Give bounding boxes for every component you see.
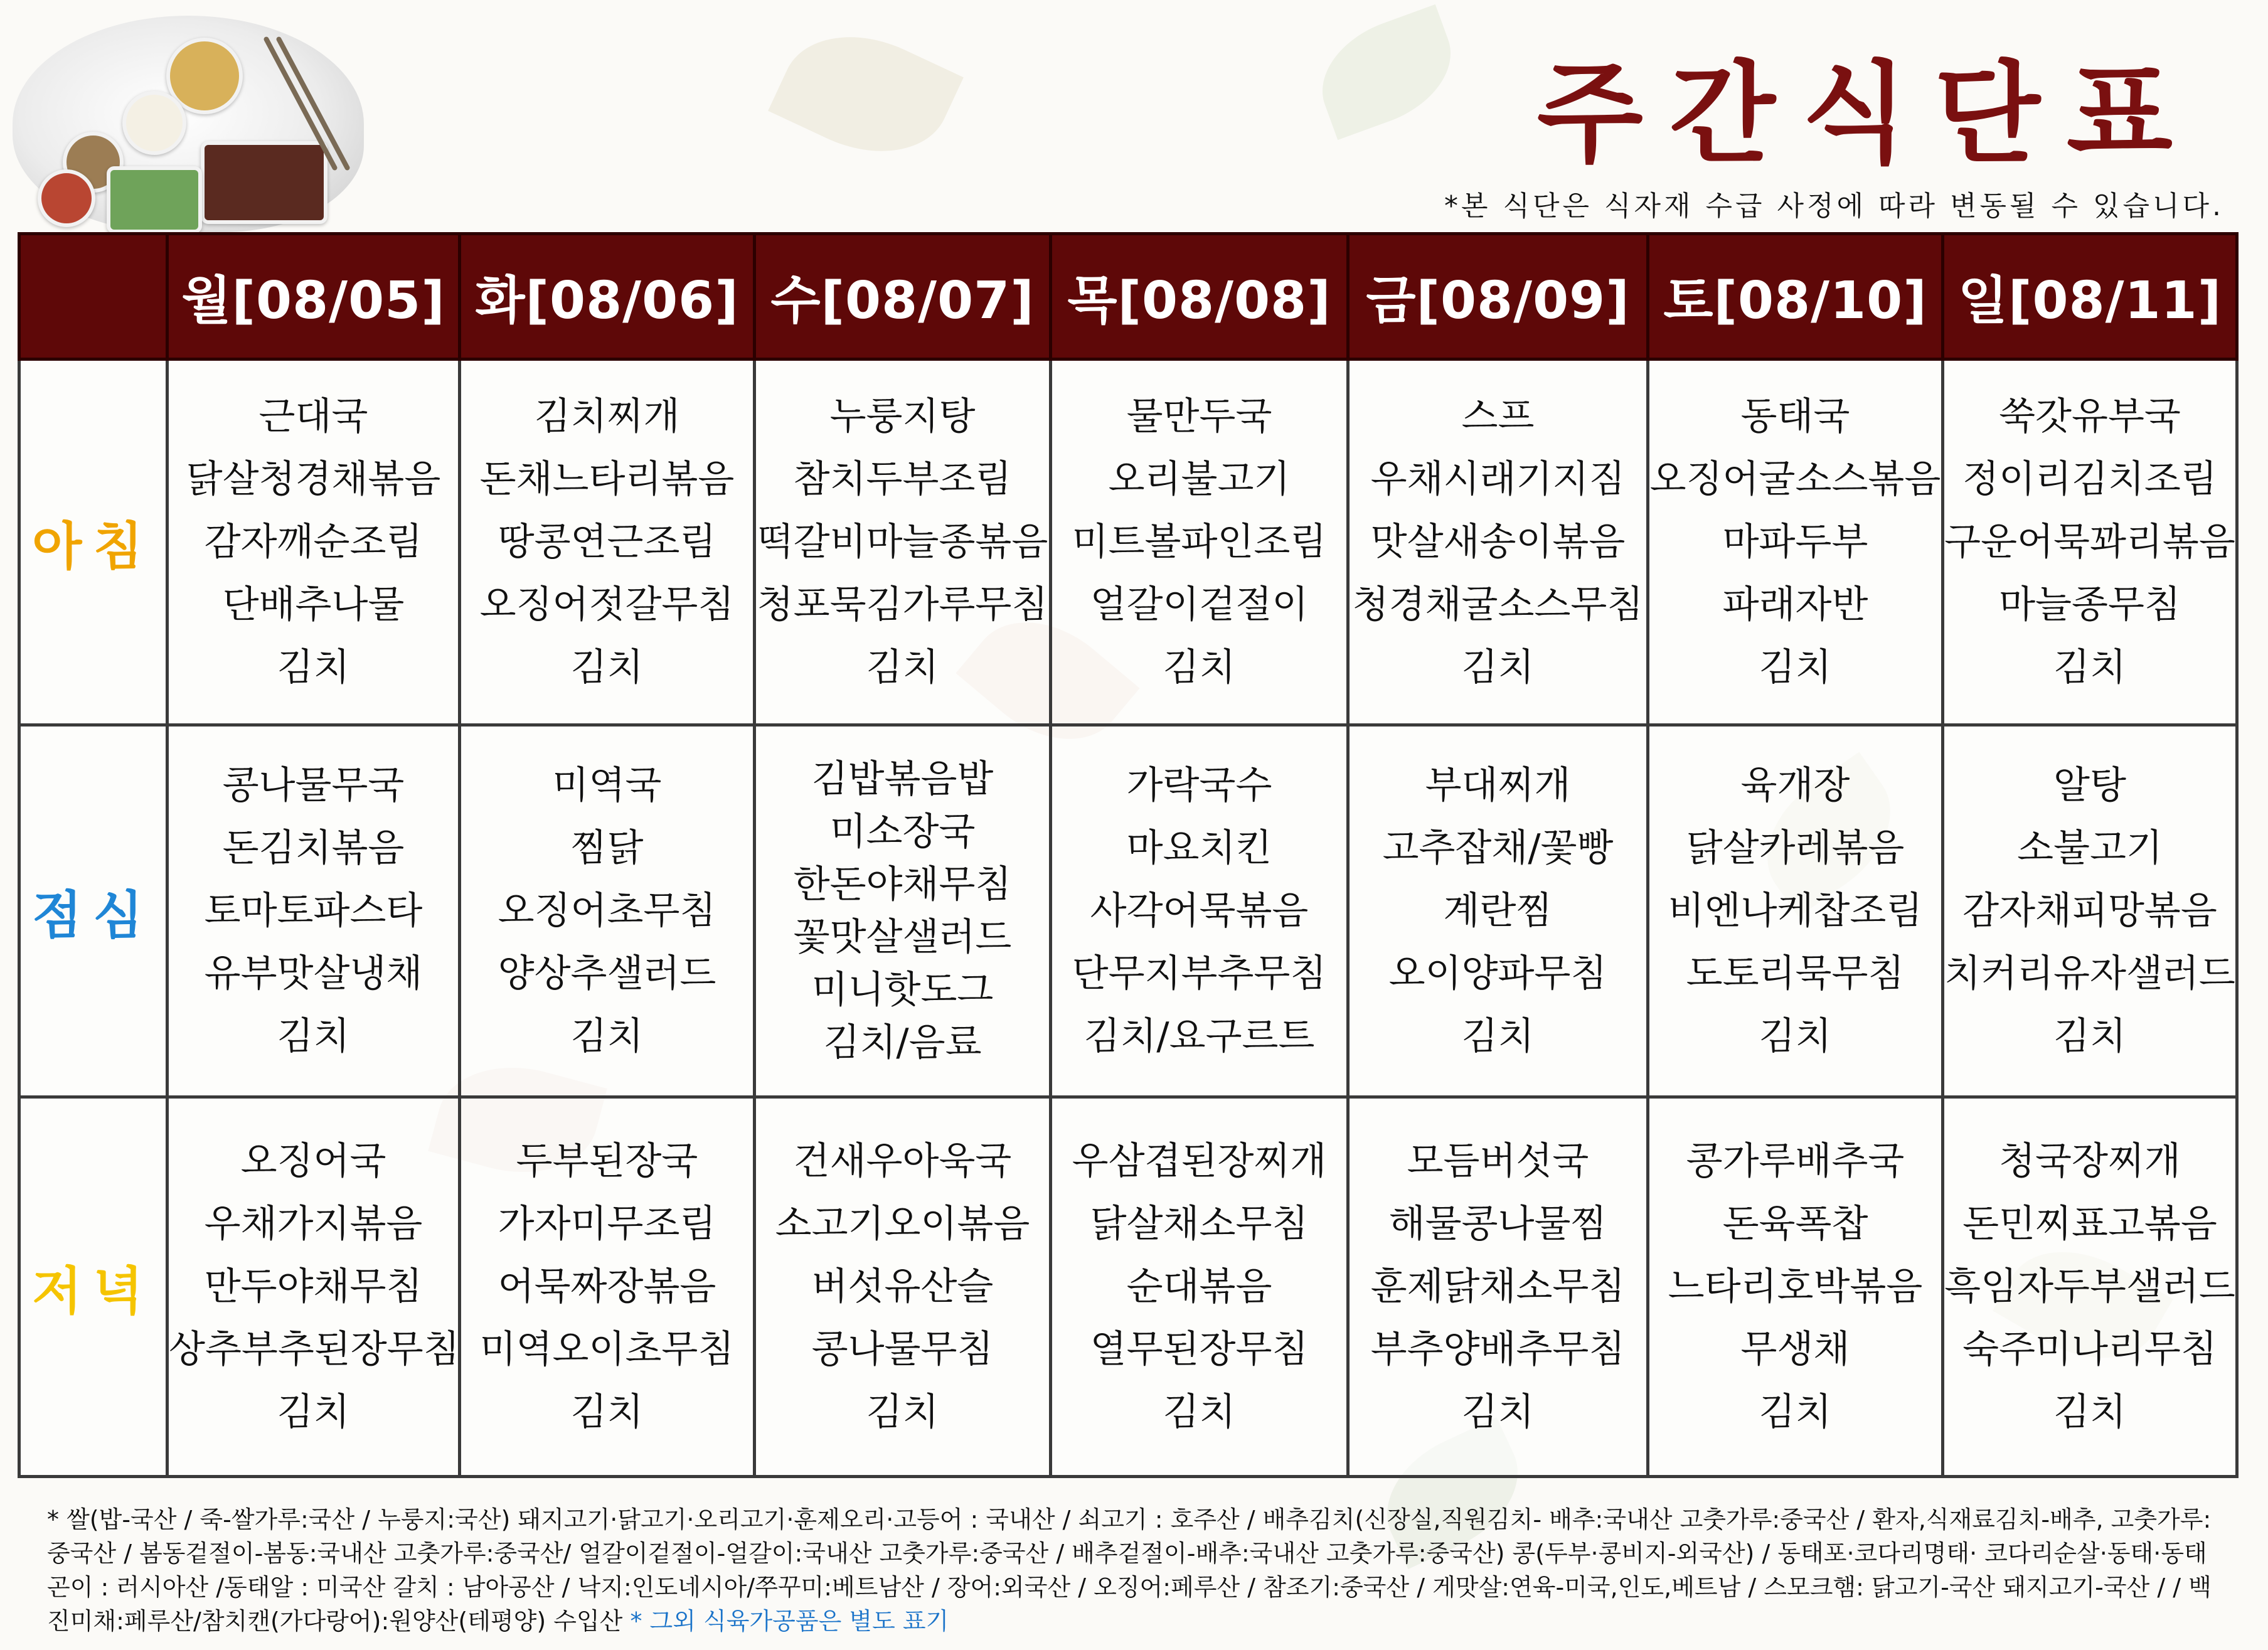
dish-item: 참치두부조림 [793,457,1012,501]
dish-item: 미니핫도그 [811,968,994,1012]
dish-item: 알탕 [2053,764,2126,807]
dish-item: 김치찌개 [534,395,680,439]
menu-cell [755,359,1051,725]
dish-item: 근대국 [258,395,368,439]
dish-item: 김치/음료 [823,1021,982,1065]
dish-item: 김치 [1759,1014,1832,1058]
dish-item: 소고기오이볶음 [775,1202,1030,1246]
menu-cell [1051,725,1348,1097]
dish-item: 청국장찌개 [1999,1139,2181,1183]
dish-list [1052,754,1346,1068]
dish-item: 김치 [570,1014,644,1058]
dish-item: 얼갈이겉절이 [1090,583,1309,627]
dish-item: 우채시래기지짐 [1370,457,1626,501]
menu-cell [1943,1097,2237,1477]
dish-item: 김치 [570,1390,644,1434]
dish-item: 돈육폭찹 [1722,1202,1868,1246]
dish-list [1649,754,1941,1068]
dish-list [756,753,1049,1069]
dish-item: 훈제닭채소무침 [1370,1265,1626,1309]
dish-item: 부대찌개 [1425,764,1571,807]
menu-cell [460,1097,755,1477]
dish-item: 건새우아욱국 [793,1139,1012,1183]
dish-item: 육개장 [1740,764,1850,807]
dish-item: 미역국 [552,764,662,807]
dish-item: 가자미무조림 [498,1202,716,1246]
dish-item: 스프 [1461,395,1535,439]
dish-item: 돈채느타리볶음 [479,457,735,501]
dish-list [1944,1130,2235,1444]
origin-footer [47,1503,2212,1638]
dish-item: 버섯유산슬 [811,1265,994,1309]
dish-item: 닭살카레볶음 [1686,826,1905,870]
dish-item: 비엔나케찹조림 [1668,889,1923,933]
dish-item: 오이양파무침 [1388,952,1607,996]
menu-cell [1648,1097,1943,1477]
dish-item: 닭살청경채볶음 [186,457,441,501]
dish-item: 돈민찌표고볶음 [1962,1202,2217,1246]
dish-item: 김치 [2053,646,2126,689]
dish-item: 계란찜 [1443,889,1553,933]
dish-item: 우채가지볶음 [204,1202,423,1246]
meal-row [19,1097,2237,1477]
dish-list [1649,1130,1941,1444]
dish-item: 김치 [277,1014,350,1058]
menu-cell [460,725,755,1097]
dish-item: 쑥갓유부국 [1999,395,2181,439]
dish-item: 오징어국 [240,1139,386,1183]
dish-item: 치커리유자샐러드 [1944,952,2235,996]
dish-item: 양상추샐러드 [498,952,716,996]
menu-cell [1051,359,1348,725]
dish-item: 토마토파스타 [204,889,423,933]
dish-item: 콩나물무국 [222,764,405,807]
dish-item: 물만두국 [1126,395,1272,439]
food-photo [13,16,364,232]
dish-item: 김치 [1461,1014,1535,1058]
dish-item: 김치 [2053,1390,2126,1434]
dish-item: 해물콩나물찜 [1388,1202,1607,1246]
dish-item: 두부된장국 [516,1139,698,1183]
menu-cell [1348,725,1648,1097]
day-header: 화[08/06] [460,234,755,359]
menu-cell [168,359,460,725]
dish-list [461,385,753,699]
day-header: 금[08/09] [1348,234,1648,359]
dish-list [169,385,458,699]
dish-list [1350,385,1646,699]
meal-label: 아침 [19,359,168,725]
dish-item: 상추부추된장무침 [169,1328,460,1371]
dish-list [756,385,1049,699]
dish-item: 사각어묵볶음 [1090,889,1309,933]
dish-list [1350,1130,1646,1444]
dish-item: 김치 [866,1390,939,1434]
footer-note: * 그외 식육가공품은 별도 표기 [630,1607,949,1635]
dish-item: 열무된장무침 [1090,1328,1309,1371]
dish-item: 떡갈비마늘종볶음 [757,520,1048,564]
dish-item: 김치 [277,1390,350,1434]
dish-list [169,754,458,1068]
menu-cell [168,1097,460,1477]
day-header: 일[08/11] [1943,234,2237,359]
meal-row [19,359,2237,725]
dish-item: 김치/요구르트 [1083,1014,1315,1058]
dish-item: 만두야채무침 [204,1265,423,1309]
dish-item: 느타리호박볶음 [1668,1265,1923,1309]
dish-item: 콩나물무침 [811,1328,994,1371]
dish-item: 김치 [1759,646,1832,689]
dish-item: 가락국수 [1126,764,1272,807]
dish-item: 정이리김치조림 [1962,457,2217,501]
menu-cell [755,1097,1051,1477]
dish-list [461,1130,753,1444]
page-subtitle: *본 식단은 식자재 수급 사정에 따라 변동될 수 있습니다. [1444,190,2224,222]
dish-item: 오리불고기 [1108,457,1291,501]
dish-list [1944,385,2235,699]
dish-item: 동태국 [1740,395,1850,439]
day-header: 월[08/05] [168,234,460,359]
menu-cell [755,725,1051,1097]
dish-item: 누룽지탕 [829,395,976,439]
menu-cell [1648,725,1943,1097]
dish-item: 모듬버섯국 [1407,1139,1589,1183]
dish-item: 김치 [1163,646,1236,689]
dish-item: 미소장국 [829,810,976,854]
dish-item: 오징어초무침 [498,889,716,933]
dish-item: 김치 [570,646,644,689]
dish-item: 고추잡채/꽃빵 [1382,826,1614,870]
dish-item: 김밥볶음밥 [811,757,994,801]
dish-item: 청포묵김가루무침 [757,583,1048,627]
dish-item: 무생채 [1740,1328,1850,1371]
dish-item: 청경채굴소스무침 [1352,583,1644,627]
dish-list [169,1130,458,1444]
dish-item: 김치 [1461,1390,1535,1434]
dish-item: 마요치킨 [1126,826,1272,870]
dish-item: 미트볼파인조림 [1072,520,1327,564]
dish-item: 돈김치볶음 [222,826,405,870]
dish-item: 꽃맛살샐러드 [793,915,1012,959]
dish-item: 어묵짜장볶음 [498,1265,716,1309]
day-header: 목[08/08] [1051,234,1348,359]
menu-cell [1943,359,2237,725]
dish-item: 유부맛살냉채 [204,952,423,996]
menu-cell [168,725,460,1097]
meal-label: 점심 [19,725,168,1097]
dish-item: 마파두부 [1722,520,1868,564]
dish-item: 감자깨순조림 [204,520,423,564]
dish-item: 우삼겹된장찌개 [1072,1139,1327,1183]
meal-row [19,725,2237,1097]
dish-item: 도토리묵무침 [1686,952,1905,996]
dish-item: 마늘종무침 [1999,583,2181,627]
dish-item: 부추양배추무침 [1370,1328,1626,1371]
dish-item: 순대볶음 [1126,1265,1272,1309]
corner-cell [19,234,168,359]
dish-item: 김치 [1759,1390,1832,1434]
menu-cell [460,359,755,725]
dish-item: 김치 [1163,1390,1236,1434]
day-header: 토[08/10] [1648,234,1943,359]
dish-item: 소불고기 [2017,826,2163,870]
dish-item: 구운어묵꽈리볶음 [1944,520,2235,564]
menu-cell [1051,1097,1348,1477]
dish-list [756,1130,1049,1444]
menu-cell [1943,725,2237,1097]
dish-item: 단배추나물 [222,583,405,627]
dish-list [1350,754,1646,1068]
dish-list [1944,754,2235,1068]
menu-cell [1348,359,1648,725]
dish-list [1052,1130,1346,1444]
menu-cell [1648,359,1943,725]
day-header: 수[08/07] [755,234,1051,359]
dish-item: 흑임자두부샐러드 [1944,1265,2235,1309]
dish-item: 김치 [277,646,350,689]
dish-item: 숙주미나리무침 [1962,1328,2217,1371]
meal-label: 저녁 [19,1097,168,1477]
menu-cell [1348,1097,1648,1477]
dish-item: 콩가루배추국 [1686,1139,1905,1183]
dish-item: 김치 [866,646,939,689]
dish-item: 김치 [2053,1014,2126,1058]
dish-item: 김치 [1461,646,1535,689]
dish-item: 한돈야채무침 [793,863,1012,907]
dish-item: 미역오이초무침 [479,1328,735,1371]
dish-item: 찜닭 [570,826,644,870]
page-title: 주간식단표 [1536,51,2199,178]
dish-item: 맛살새송이볶음 [1370,520,1626,564]
dish-list [461,754,753,1068]
dish-item: 단무지부추무침 [1072,952,1327,996]
origin-text: * 쌀(밥-국산 / 죽-쌀가루:국산 / 누룽지:국산) 돼지고기·닭고기·오리고기·훈제오리·고등어 : 국내산 / 쇠고기 : 호주산 / 배추김치(신장실,직원김치- 배추:국내산 고춧가루:중국산 / 환자,식재료김치-배추, 고춧가루:중국산 / 봄동겉절이-봄동:국내산 고춧가루:중국산/ 얼갈이겉절이-얼갈이:국내산 고춧가루:중국산 / 배추겉절이-배추:국내산 고춧가루:중국산) 콩(두부·콩비지-외국산) / 동태포·코다리명태· 코다리순살·동태·동태곤이 : 러시아산 /동태알 : 미국산 갈치 : 남아공산 / 낙지:인도네시아/쭈꾸미:베트남산 / 장어:외국산 / 오징어:페루산 / 참조기:중국산 / 게맛살:연육-미국,인도,베트남 / 스모크햄: 닭고기-국산 돼지고기-국산 / / 백진미채:페루산/참치캔(가다랑어):원양산(테평양) 수입산 [47,1506,2212,1635]
dish-item: 오징어젓갈무침 [479,583,735,627]
weekly-menu-table [18,232,2239,1478]
dish-list [1052,385,1346,699]
dish-item: 감자채피망볶음 [1962,889,2217,933]
dish-item: 오징어굴소스볶음 [1649,457,1941,501]
dish-item: 파래자반 [1722,583,1868,627]
header-row [19,234,2237,359]
dish-list [1649,385,1941,699]
dish-item: 닭살채소무침 [1090,1202,1309,1246]
dish-item: 땅콩연근조림 [498,520,716,564]
